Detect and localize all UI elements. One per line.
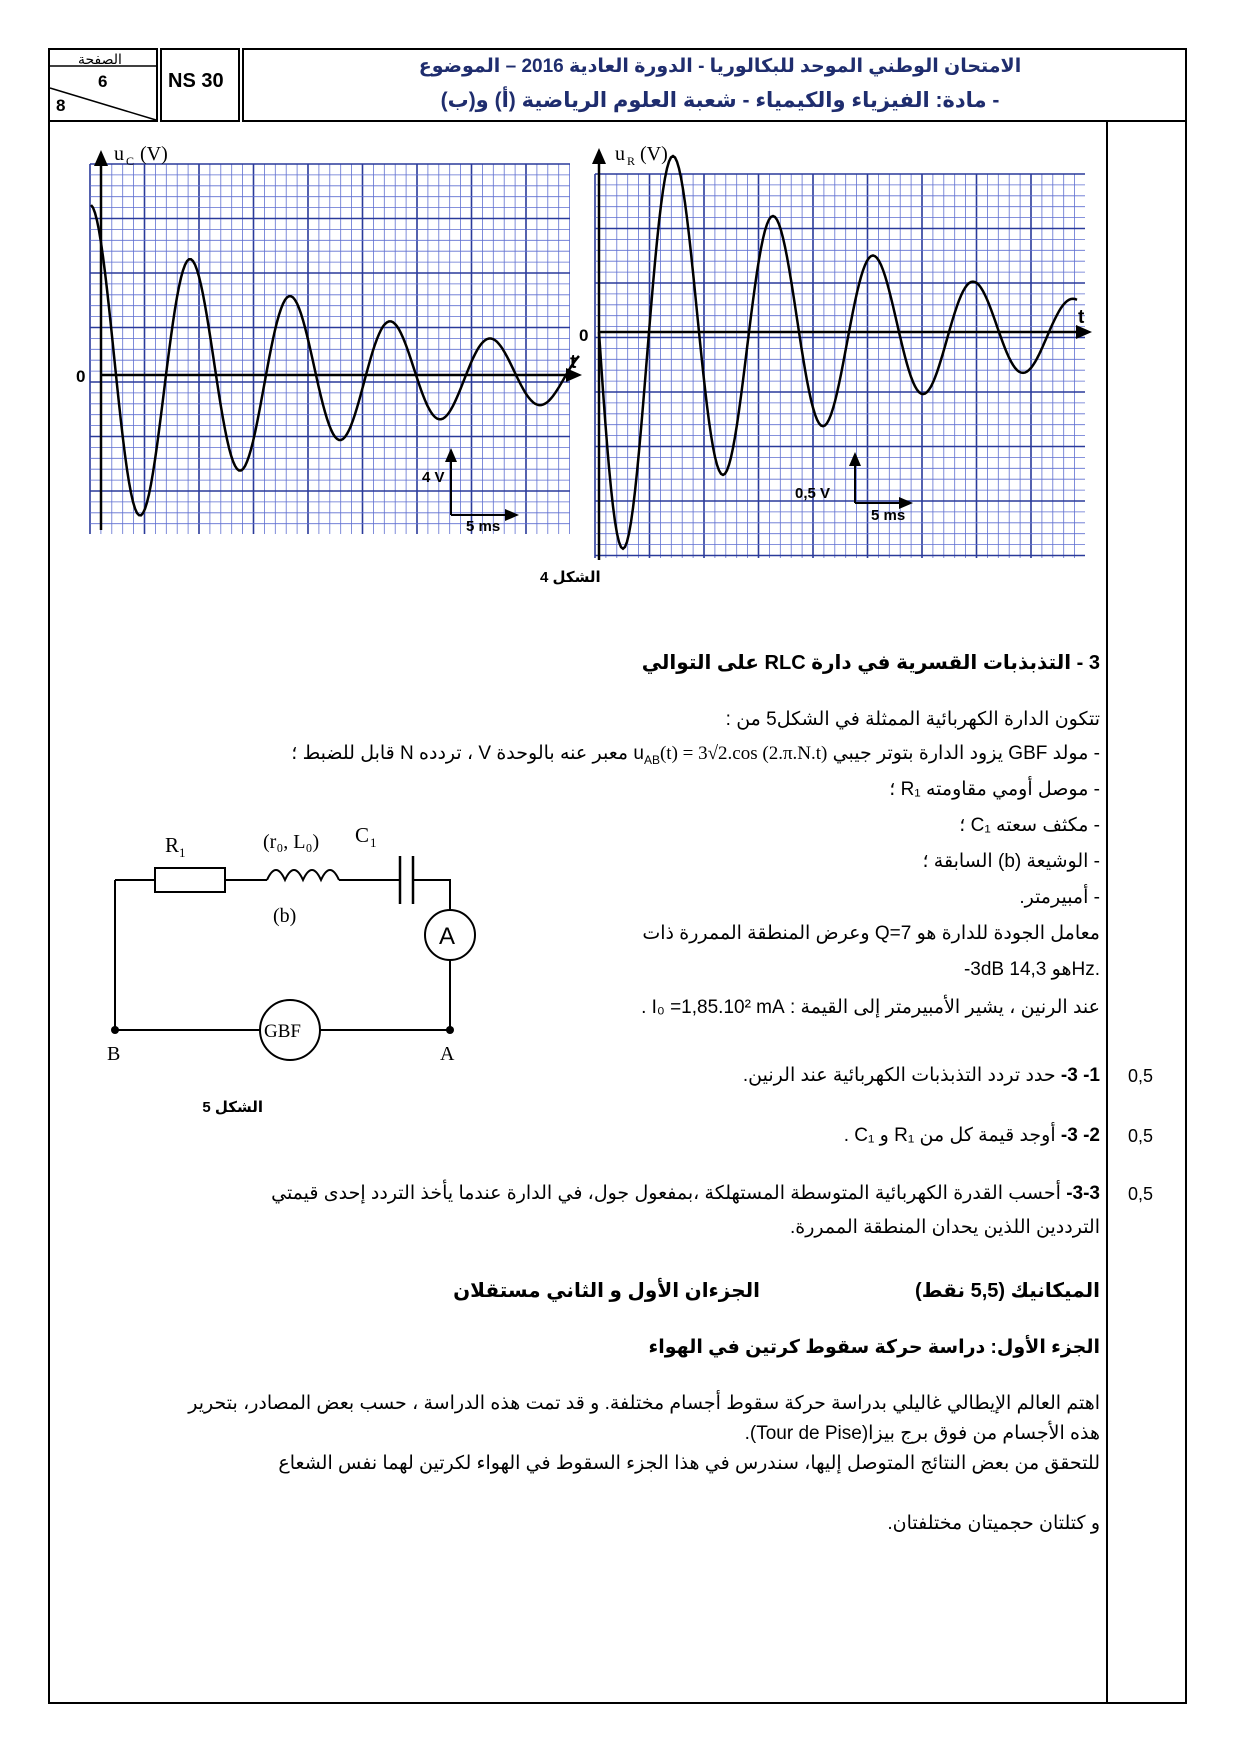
mechanics-subtitle: الجزءان الأول و الثاني مستقلان [453,1280,760,1302]
header-title-line1: الامتحان الوطني الموحد للبكالوريا - الدورة العادية 2016 – الموضوع [418,56,1022,77]
right-border [1185,122,1187,1704]
right-u-sub: R [627,154,636,168]
points-column-divider [1106,122,1108,1704]
section3-item1: - مولد GBF يزود الدارة بتوتر جيبي $u_{AB}(t) = 3√2.\cos$ (2.π.N.t) معبر عنه بالوحدة V ، تردده N قابل للضبط ؛ [291,743,1100,767]
question-1-points: 0,5 [1128,1066,1154,1086]
right-t-label: t [1078,307,1085,328]
question-3-points: 0,5 [1128,1184,1154,1204]
mechanics-p4: و كتلتان حجميتان مختلفتان. [887,1513,1100,1534]
circuit-wire-left [115,880,260,1030]
figure4-left-plot [70,140,590,540]
mechanics-p1: اهتم العالم الإيطالي غاليلي بدراسة حركة سقوط أجسام مختلفة. و قد تمت هذه الدراسة ، حسب بعض المصادر، بتحرير [188,1393,1100,1414]
left-u-sub: C [126,154,135,168]
figure4-right-plot [579,140,1105,570]
c1-sub: 1 [370,835,377,850]
left-u-unit: (V) [140,143,168,165]
circuit-figure5 [95,820,525,1130]
question-2-points: 0,5 [1128,1126,1154,1146]
r1-sub: 1 [179,845,186,860]
section3-item2: - موصل أومي مقاومته R₁ ؛ [889,779,1100,800]
coil-name: (b) [273,905,297,927]
right-plot-u-arrow [592,148,606,164]
coil-label: (r₀, L₀) [263,831,320,853]
question-3-line2: الترددين اللذين يحدان المنطقة الممررة. [789,1217,1100,1238]
question-3: 3-3- أحسب القدرة الكهربائية المتوسطة المستهلكة ،بمفعول جول، في الدارة عندما يأخذ التردد إحدى قيمتي [271,1183,1100,1204]
node-b-label: B [107,1043,121,1065]
right-plot-grid [595,174,1085,558]
section3-item5: - أمبيرمتر. [1019,887,1100,908]
resistor-r1 [155,868,225,892]
coil-b [267,870,339,880]
left-origin-label: 0 [76,367,86,386]
left-plot-u-arrow [94,150,108,166]
right-u-unit: (V) [640,143,668,165]
section3-item3: - مكثف سعته C₁ ؛ [959,815,1100,836]
left-plot-grid [90,164,570,534]
node-a-dot [446,1026,454,1034]
section3-bandwidth: -3dB هو 14,3Hz. [963,959,1100,980]
right-scale-y-label: 0,5 V [795,485,831,502]
page-total: 8 [56,96,66,115]
bottom-border [48,1702,1187,1704]
mechanics-p3: للتحقق من بعض النتائج المتوصل إليها، سندرس في هذا الجزء السقوط في الهواء لكرتين لهما نفس الشعاع [278,1453,1100,1474]
ammeter-label: A [439,923,456,950]
question-2: 2- 3- أوجد قيمة كل من R₁ و C₁ . [843,1125,1100,1146]
c1-label: C [355,823,370,847]
r1-label: R [165,833,180,857]
mechanics-p2: هذه الأجسام من فوق برج بيزا(Tour de Pise). [744,1423,1100,1444]
left-u-label: u [114,143,124,165]
exam-code: NS 30 [168,70,224,92]
node-b-dot [111,1026,119,1034]
header-title-line2: - مادة: الفيزياء والكيمياء - شعبة العلوم الرياضية (أ) و(ب) [440,89,1000,112]
node-a-label: A [440,1043,455,1065]
right-u-label: u [615,143,625,165]
left-border [48,122,50,1704]
section3-intro: تتكون الدارة الكهربائية الممثلة في الشكل5 من : [725,709,1100,730]
left-t-label: t [570,352,577,373]
left-scale-y-label: 4 V [422,469,445,486]
figure5-caption: الشكل 5 [202,1099,263,1116]
section3-quality: معامل الجودة للدارة هو Q=7 وعرض المنطقة الممررة ذات [642,923,1100,944]
page-number: 6 [98,72,108,91]
part1-title: الجزء الأول: دراسة حركة سقوط كرتين في الهواء [648,1337,1100,1358]
figure4-caption: الشكل 4 [540,569,601,586]
section3-item4: - الوشيعة (b) السابقة ؛ [922,851,1100,872]
right-origin-label: 0 [579,326,589,345]
page-label: الصفحة [78,51,122,67]
gbf-label: GBF [264,1021,301,1042]
right-scale-x-label: 5 ms [871,507,906,524]
left-scale-x-label: 5 ms [466,518,501,535]
question-1: 1- 3- حدد تردد التذبذبات الكهربائية عند الرنين. [742,1065,1100,1086]
section3-title: 3 - التذبذبات القسرية في دارة RLC على التوالي [641,652,1100,674]
section3-resonance: عند الرنين ، يشير الأمبيرمتر إلى القيمة : I₀ =1,85.10² mA . [641,997,1100,1018]
mechanics-title: الميكانيك (5,5 نقط) [915,1280,1100,1302]
